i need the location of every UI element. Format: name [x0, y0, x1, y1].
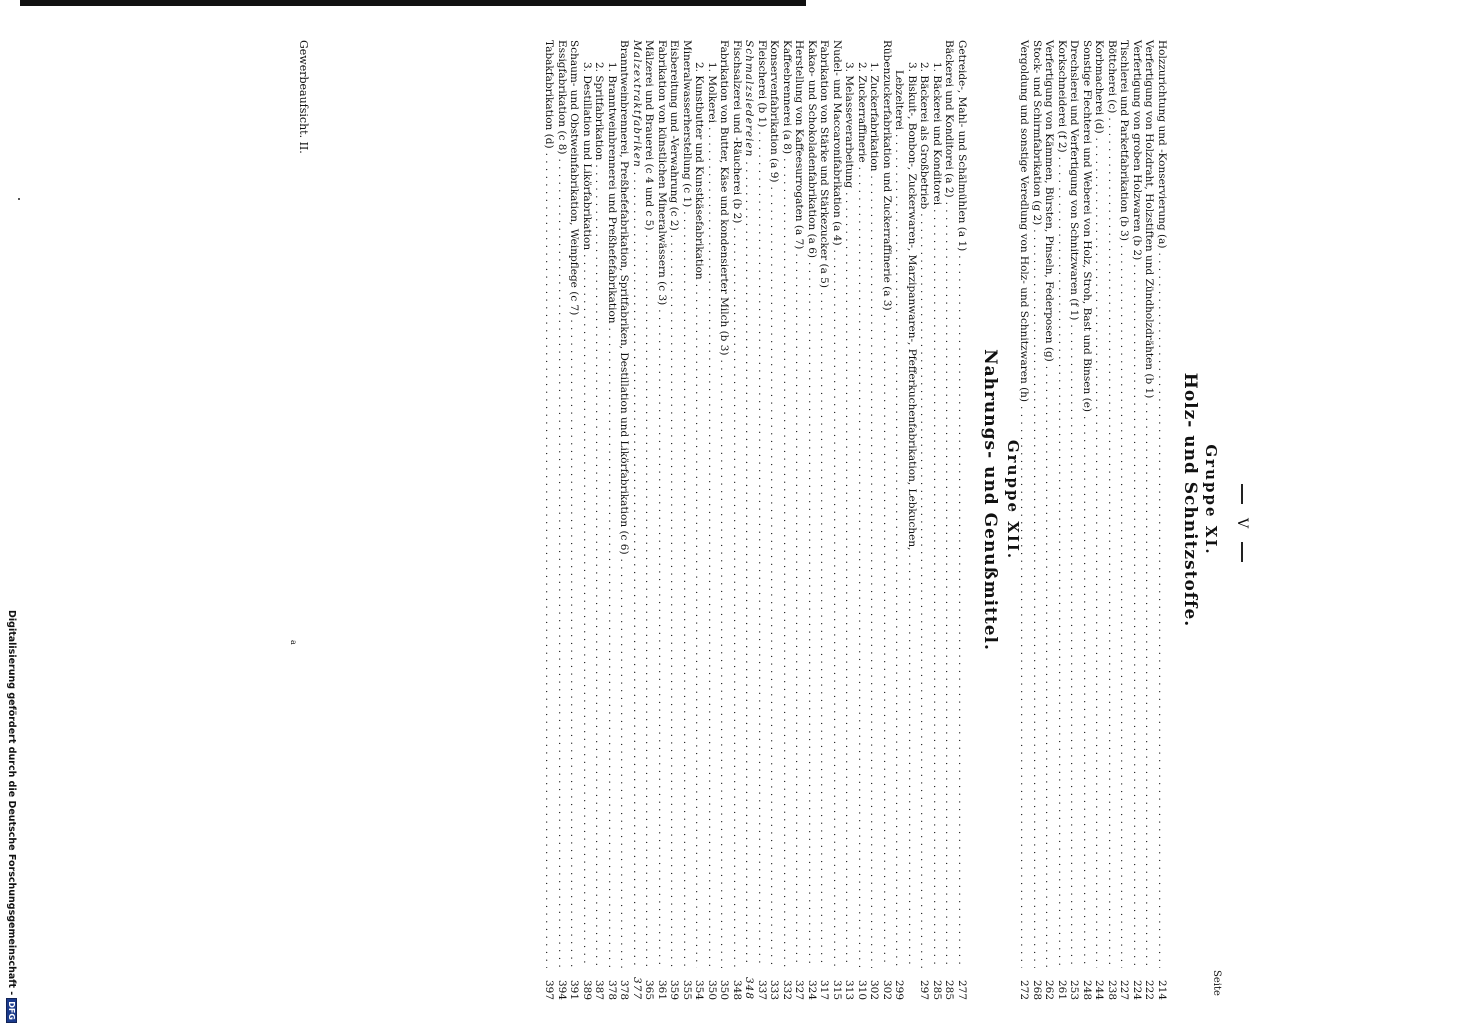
entry-label: Korkschneiderei (f 2)	[1056, 40, 1068, 153]
toc-entry	[843, 40, 856, 1000]
toc-entry	[881, 40, 894, 1000]
entry-page-number: 348	[743, 976, 756, 1000]
toc-entry	[956, 40, 969, 1000]
toc-entry	[706, 40, 719, 1000]
leader-dots	[956, 255, 969, 968]
toc-entry	[1043, 40, 1056, 1000]
toc-entry	[1056, 40, 1069, 1000]
entry-label: 3. Biskuit-, Bonbon-, Zuckerwaren-, Marzipanwaren-, Pfefferkuchenfabrikation, Lebkuchen,	[906, 62, 918, 551]
entry-page-number: 378	[606, 979, 618, 1000]
entry-page-number: 327	[793, 979, 806, 1000]
toc-entry	[906, 40, 919, 1000]
entry-page-number: 268	[1031, 979, 1043, 1000]
entry-label: 2. Bäckerei als Großbetrieb	[918, 62, 931, 210]
leader-dots	[593, 164, 606, 968]
leader-dots	[618, 559, 631, 968]
entry-label: Getreide-, Mahl- und Schälmühlen (a 1)	[956, 40, 968, 252]
toc-entry	[856, 40, 869, 1000]
leader-dots	[831, 250, 844, 968]
entry-page-number: 310	[856, 979, 868, 1000]
entry-page-number: 324	[806, 979, 818, 1000]
entry-page-number: 317	[818, 979, 831, 1000]
entry-page-number: 297	[918, 979, 931, 1000]
toc-entry	[1031, 40, 1044, 1000]
entry-page-number: 350	[718, 979, 731, 1000]
toc-entry	[918, 40, 931, 1000]
credit-text: Digitalisierung gefördert durch die Deutsche Forschungsgemeinschaft -	[6, 610, 17, 996]
toc-entry	[868, 40, 881, 1000]
entry-label: 3. Destillation und Likörfabrikation	[581, 62, 593, 251]
entry-label: 2. Zuckerraffinerie	[856, 62, 868, 163]
leader-dots	[768, 187, 781, 968]
toc-entry	[793, 40, 806, 1000]
entry-label: Böttcherei (c)	[1106, 40, 1118, 114]
page-number: V	[1234, 470, 1250, 576]
entry-page-number: 378	[618, 979, 631, 1000]
leader-dots	[743, 161, 756, 968]
toc-entry	[818, 40, 831, 1000]
entry-page-number: 222	[1143, 979, 1156, 1000]
entry-label: Verfertigung von Holzdraht, Holzstiften und Zündholzdrähten (b 1)	[1143, 40, 1156, 399]
leader-dots	[731, 227, 744, 968]
entry-page-number: 355	[681, 979, 693, 1000]
leader-dots	[706, 127, 719, 968]
leader-dots	[856, 167, 869, 968]
leader-dots	[1118, 245, 1131, 968]
leader-dots	[943, 202, 956, 968]
leader-dots	[718, 360, 731, 968]
entry-page-number: 285	[931, 979, 943, 1000]
toc-entry	[606, 40, 619, 1000]
leader-dots	[756, 131, 769, 968]
toc-entry	[656, 40, 669, 1000]
leader-dots	[568, 319, 581, 968]
toc-entry	[731, 40, 744, 1000]
entry-page-number: 214	[1156, 979, 1168, 1000]
leader-dots	[1106, 117, 1119, 968]
leader-dots	[1068, 324, 1081, 968]
toc-entry	[593, 40, 606, 1000]
entry-label: 2. Spritfabrikation	[593, 62, 606, 161]
entry-label: Kaffeebrennerei (a 8)	[781, 40, 793, 155]
entry-label: Essigfabrikation (c 8)	[556, 40, 568, 155]
toc-entry	[718, 40, 731, 1000]
leader-dots	[606, 328, 619, 968]
leader-dots	[668, 235, 681, 968]
entry-page-number: 285	[943, 979, 956, 1000]
toc-entry	[756, 40, 769, 1000]
entry-page-number: 361	[656, 979, 668, 1000]
toc-entry	[806, 40, 819, 1000]
toc-entry	[668, 40, 681, 1000]
entry-label: Fabrikation von Stärke und Stärkezucker (a 5)	[818, 40, 831, 288]
toc-entry	[556, 40, 569, 1000]
rotated-document-page	[160, 0, 1340, 1000]
leader-dots	[1031, 229, 1044, 968]
toc-entry	[1156, 40, 1169, 1000]
entry-label: Branntweinbrennerei, Preßhefefabrikation, Spritfabriken, Destillation und Likörfabrikation (c 6)	[618, 40, 631, 555]
entry-page-number: 391	[568, 979, 581, 1000]
toc-entry	[693, 40, 706, 1000]
entry-page-number: 350	[706, 979, 718, 1000]
group-xii-label: Gruppe XII.	[1004, 439, 1022, 561]
entry-page-number: 262	[1043, 979, 1056, 1000]
entry-label: Bäckerei und Konditorei (a 2)	[943, 40, 956, 198]
entry-label: 1. Bäckerei und Konditorei	[931, 62, 943, 206]
footer-sum-label: Gewerbeaufsicht. II.	[297, 40, 310, 154]
entry-label: Holzzurichtung und -Konservierung (a)	[1156, 40, 1168, 249]
toc-entry	[831, 40, 844, 1000]
entry-page-number: 333	[768, 979, 781, 1000]
entry-page-number: 387	[593, 979, 606, 1000]
entry-label: 3. Melasseverarbeitung	[843, 62, 856, 189]
entry-label: Fabrikation von Butter, Käse und kondensierter Milch (b 3)	[718, 40, 731, 356]
leader-dots	[1131, 264, 1144, 968]
entry-label: 1. Zuckerfabrikation	[868, 62, 881, 172]
entry-page-number: 238	[1106, 979, 1118, 1000]
entry-page-number: 253	[1068, 979, 1081, 1000]
entry-label: 1. Molkerei	[706, 62, 718, 123]
leader-dots	[818, 292, 831, 968]
group-xi-entries	[1018, 40, 1168, 1000]
toc-entry	[1143, 40, 1156, 1000]
toc-entry	[743, 40, 756, 1000]
entry-label: Rübenzuckerfabrikation und Zuckerraffinerie (a 3)	[881, 40, 893, 311]
seite-column-label: Seite	[1211, 970, 1222, 996]
entry-page-number: 224	[1131, 979, 1143, 1000]
entry-label: 1. Branntweinbrennerei und Preßhefefabrikation	[606, 62, 618, 324]
leader-dots	[1081, 416, 1094, 968]
entry-label: Fabrikation von künstlichen Mineralwässern (c 3)	[656, 40, 668, 306]
leader-dots	[843, 192, 856, 968]
entry-page-number: 359	[668, 979, 681, 1000]
leader-dots	[868, 175, 881, 968]
toc-entry	[543, 40, 556, 1000]
entry-label: Schmalzsiedereien	[743, 40, 756, 158]
entry-label: Fischsalzerei und -Räucherei (b 2)	[731, 40, 743, 224]
entry-page-number: 227	[1118, 979, 1131, 1000]
entry-page-number: 302	[868, 979, 881, 1000]
entry-label: Mälzerei und Brauerei (c 4 und c 5)	[643, 40, 656, 231]
entry-label: Malzextraktfabriken	[631, 40, 643, 168]
credit-line	[6, 610, 17, 1020]
leader-dots	[631, 172, 644, 968]
toc-entry	[643, 40, 656, 1000]
entry-label: Vergoldung und sonstige Veredlung von Holz- und Schnitzwaren (h)	[1018, 40, 1031, 403]
leader-dots	[1143, 402, 1156, 968]
toc-entry	[943, 40, 956, 1000]
leader-dots	[781, 158, 794, 968]
entry-page-number: 365	[643, 979, 656, 1000]
entry-page-number: 377	[631, 976, 643, 1000]
leader-dots	[931, 209, 944, 968]
entry-page-number: 248	[1081, 979, 1093, 1000]
leader-dots	[793, 253, 806, 968]
toc-entry	[681, 40, 694, 1000]
group-xii-entries	[543, 40, 968, 1000]
entry-label: 2. Kunstbutter und Kunstkäsefabrikation	[693, 62, 706, 280]
entry-label: Lebzelterei	[893, 70, 906, 131]
toc-entry	[1118, 40, 1131, 1000]
leader-dots	[906, 555, 919, 968]
entry-page-number: 302	[881, 979, 893, 1000]
toc-entry	[1068, 40, 1081, 1000]
entry-label: Kakao- und Schokoladenfabrikation (a 6)	[806, 40, 818, 259]
entry-label: Eisbereitung und -Verwahrung (c 2)	[668, 40, 681, 231]
entry-page-number: 397	[543, 979, 556, 1000]
toc-entry	[581, 40, 594, 1000]
entry-page-number: 261	[1056, 979, 1068, 1000]
dfg-logo: DFG	[6, 998, 17, 1023]
leader-dots	[543, 153, 556, 968]
digitization-credit	[1, 610, 17, 1020]
leader-dots	[643, 234, 656, 968]
entry-label: Herstellung von Kaffeesurrogaten (a 7)	[793, 40, 806, 250]
leader-dots	[1156, 252, 1169, 968]
entry-page-number: 337	[756, 979, 768, 1000]
leader-dots	[806, 262, 819, 968]
entry-label: Tischlerei und Parketfabrikation (b 3)	[1118, 40, 1131, 241]
entry-page-number: 394	[556, 979, 568, 1000]
entry-page-number: 315	[831, 979, 843, 1000]
group-xi-label: Gruppe XI.	[1202, 444, 1220, 556]
entry-label: Tabakfabrikation (d)	[543, 40, 556, 149]
leader-dots	[918, 213, 931, 968]
leader-dots	[581, 254, 594, 968]
toc-entry	[1131, 40, 1144, 1000]
entry-page-number: 277	[956, 979, 968, 1000]
entry-label: Verfertigung von groben Holzwaren (b 2)	[1131, 40, 1143, 261]
entry-page-number: 299	[893, 979, 906, 1000]
toc-entry	[1081, 40, 1094, 1000]
leader-dots	[693, 284, 706, 968]
entry-label: Korbmacherei (d)	[1093, 40, 1106, 134]
entry-label: Stock- und Schirmfabrikation (g 2)	[1031, 40, 1043, 226]
entry-label: Nudel- und Maccaronifabrikation (a 4)	[831, 40, 843, 246]
entry-label: Schaum- und Obstweinfabrikation, Weinpflege (c 7)	[568, 40, 581, 316]
toc-entry	[618, 40, 631, 1000]
leader-dots	[681, 211, 694, 968]
entry-page-number: 348	[731, 979, 743, 1000]
entry-page-number: 332	[781, 979, 793, 1000]
leader-dots	[1093, 138, 1106, 968]
group-xi-title: Holz- und Schnitzstoffe.	[1180, 372, 1200, 628]
entry-label: Verfertigung von Kämmen, Bürsten, Pinseln, Federposen (g)	[1043, 40, 1056, 362]
leader-dots	[881, 315, 894, 968]
toc-entry	[768, 40, 781, 1000]
entry-label: Fleischerei (b 1)	[756, 40, 768, 128]
leader-dots	[893, 134, 906, 968]
entry-label: Drechslerei und Verfertigung von Schnitzwaren (f 1)	[1068, 40, 1081, 321]
entry-page-number: 244	[1093, 979, 1106, 1000]
entry-page-number: 313	[843, 979, 856, 1000]
leader-dots	[556, 158, 569, 968]
entry-page-number: 354	[693, 979, 706, 1000]
leader-dots	[1056, 157, 1069, 968]
entry-page-number: 272	[1018, 979, 1031, 1000]
toc-entry	[568, 40, 581, 1000]
leader-dots	[1043, 366, 1056, 968]
entry-label: Sonstige Flechterei und Weberei von Holz, Stroh, Bast und Binsen (e)	[1081, 40, 1093, 413]
toc-entry	[931, 40, 944, 1000]
toc-entry	[631, 40, 644, 1000]
signature-mark: a	[289, 640, 298, 645]
entry-page-number: 389	[581, 979, 593, 1000]
toc-entry	[1106, 40, 1119, 1000]
entry-label: Konservenfabrikation (a 9)	[768, 40, 781, 183]
toc-entry	[1093, 40, 1106, 1000]
leader-dots	[656, 309, 669, 968]
scan-speck	[18, 198, 20, 200]
group-xii-title: Nahrungs- und Genußmittel.	[980, 349, 1000, 651]
toc-entry	[893, 40, 906, 1000]
toc-entry	[781, 40, 794, 1000]
entry-label: Mineralwasserherstellung (c 1)	[681, 40, 693, 208]
